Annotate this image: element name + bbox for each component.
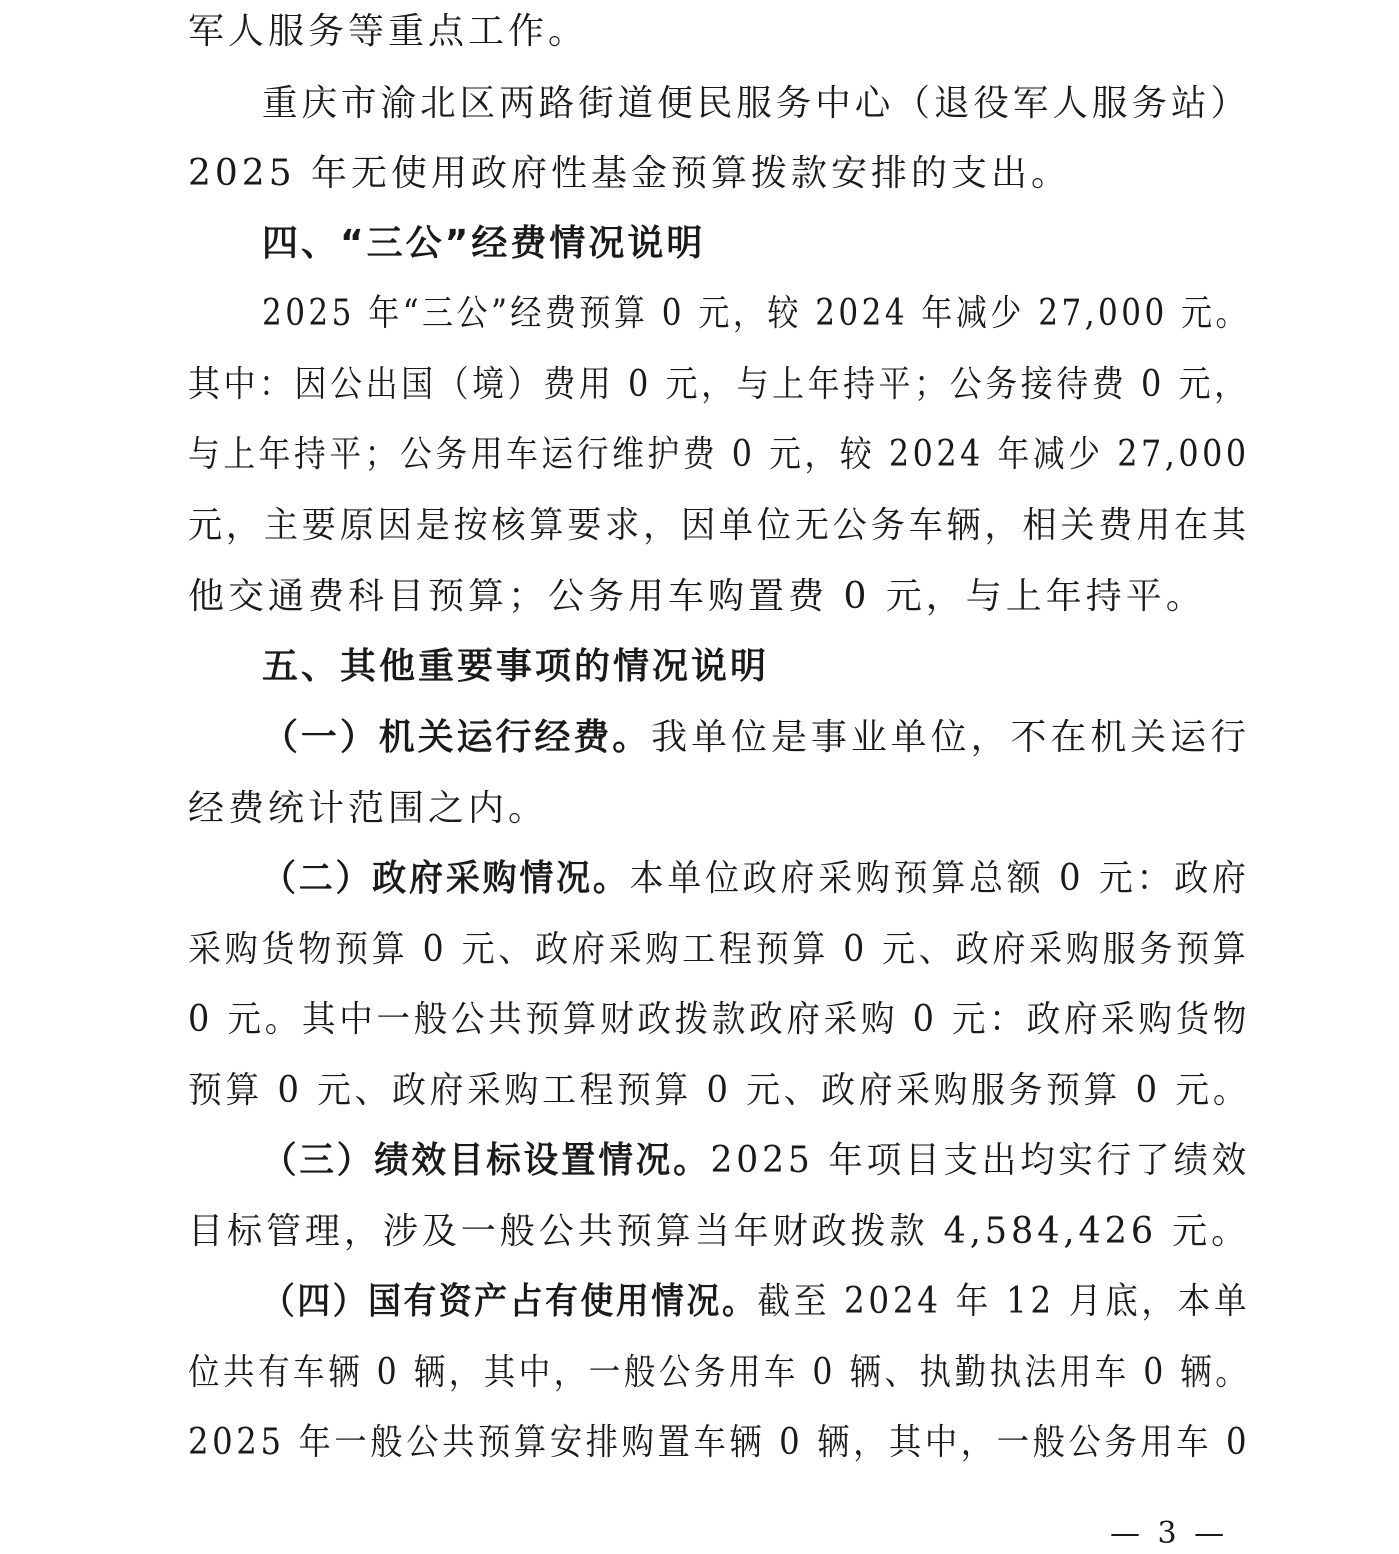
paragraph-line: 采购货物预算 0 元、政府采购工程预算 0 元、政府采购服务预算 bbox=[188, 929, 1250, 970]
sub-item-one bbox=[262, 716, 1250, 760]
paragraph-line: 2025 年一般公共预算安排购置车辆 0 辆，其中，一般公务用车 0 bbox=[188, 1422, 1251, 1463]
paragraph-line: 目标管理，涉及一般公共预算当年财政拨款 4,584,426 元。 bbox=[188, 1211, 1251, 1252]
sub-item-two bbox=[262, 857, 1250, 901]
sub-item-four bbox=[262, 1280, 1250, 1324]
paragraph-line: 重庆市渝北区两路街道便民服务中心（退役军人服务站） bbox=[262, 83, 1251, 124]
paragraph-line: 他交通费科目预算；公务用车购置费 0 元，与上年持平。 bbox=[188, 576, 1206, 617]
paragraph-line: 2025 年无使用政府性基金预算拨款安排的支出。 bbox=[188, 153, 1072, 194]
section-heading-four: 四、“三公”经费情况说明 bbox=[262, 223, 706, 264]
sub-item-text: 我单位是事业单位，不在机关运行 bbox=[651, 717, 1251, 758]
paragraph-line: 预算 0 元、政府采购工程预算 0 元、政府采购服务预算 0 元。 bbox=[188, 1070, 1251, 1111]
paragraph-line: 其中：因公出国（境）费用 0 元，与上年持平；公务接待费 0 元， bbox=[188, 364, 1250, 405]
sub-item-label: （四）国有资产占有使用情况。 bbox=[262, 1281, 758, 1322]
paragraph-line: 与上年持平；公务用车运行维护费 0 元，较 2024 年减少 27,000 bbox=[188, 434, 1250, 475]
section-heading-five: 五、其他重要事项的情况说明 bbox=[262, 646, 770, 687]
paragraph-line: 军人服务等重点工作。 bbox=[188, 11, 589, 52]
sub-item-label: （三）绩效目标设置情况。 bbox=[262, 1140, 711, 1181]
sub-item-label: （二）政府采购情况。 bbox=[262, 858, 630, 899]
page-number: — 3 — bbox=[1110, 1516, 1229, 1551]
sub-item-text: 截至 2024 年 12 月底，本单 bbox=[757, 1281, 1251, 1322]
sub-item-three bbox=[262, 1139, 1250, 1183]
paragraph-line: 经费统计范围之内。 bbox=[188, 788, 549, 829]
sub-item-label: （一）机关运行经费。 bbox=[262, 717, 652, 758]
paragraph-line: 位共有车辆 0 辆，其中，一般公务用车 0 辆、执勤执法用车 0 辆。 bbox=[188, 1352, 1251, 1393]
paragraph-line: 2025 年“三公”经费预算 0 元，较 2024 年减少 27,000 元。 bbox=[262, 293, 1251, 334]
sub-item-text: 本单位政府采购预算总额 0 元：政府 bbox=[629, 858, 1250, 899]
paragraph-line: 0 元。其中一般公共预算财政拨款政府采购 0 元：政府采购货物 bbox=[188, 999, 1251, 1040]
sub-item-text: 2025 年项目支出均实行了绩效 bbox=[710, 1140, 1251, 1181]
paragraph-line: 元，主要原因是按核算要求，因单位无公务车辆，相关费用在其 bbox=[188, 505, 1250, 546]
